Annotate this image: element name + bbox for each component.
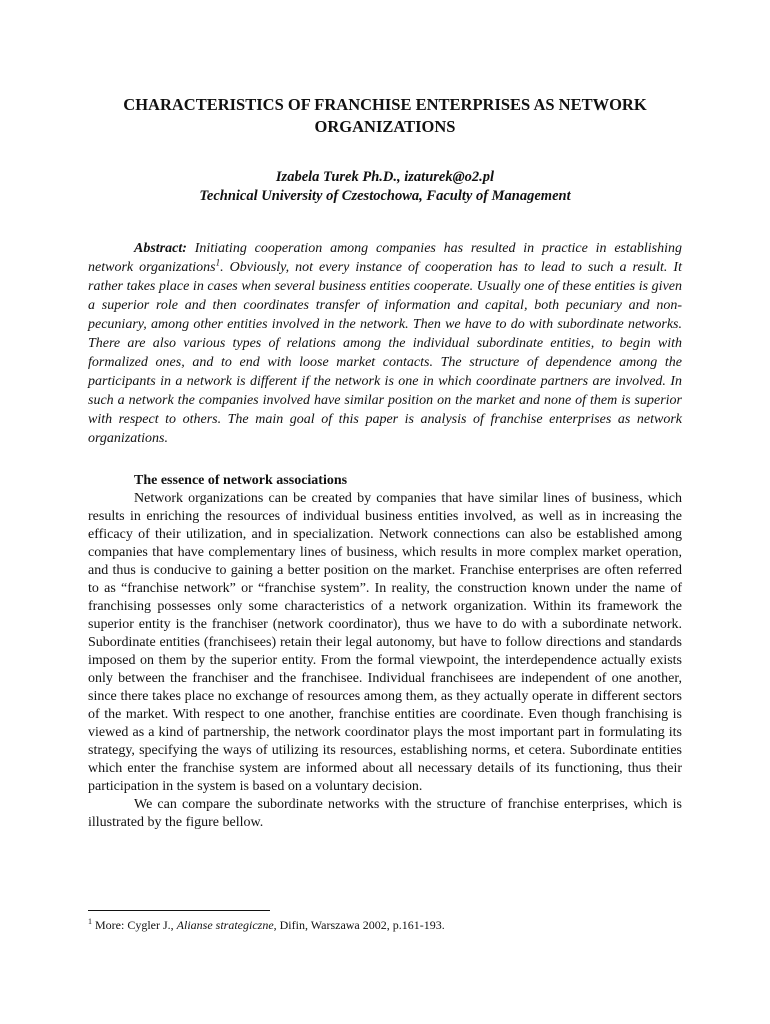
footnote-text-after: , Difin, Warszawa 2002, p.161-193.	[273, 918, 445, 932]
body-paragraph-2: We can compare the subordinate networks with the structure of franchise enterprises, which is illustrated by the figure bellow.	[88, 797, 682, 830]
author-block	[88, 168, 682, 206]
affiliation: Technical University of Czestochowa, Faculty of Management	[199, 188, 571, 204]
body-paragraph-1: Network organizations can be created by companies that have similar lines of business, which results in enriching the resources of individual business entities involved, as well as in increasing the efficacy of their utilization, and in specialization. Network connections can also be established among companies that have complementary lines of business, which results in more complex market operation, and thus is conducive to gaining a better position on the market. Franchise enterprises are often referred to as “franchise network” or “franchise system”. In reality, the construction known under the name of franchising possesses only some characteristics of a network organization. Within its framework the superior entity is the franchiser (network coordinator), thus we have to do with a subordinate network. Subordinate entities (franchisees) retain their legal autonomy, but have to follow directions and standards imposed on them by the superior entity. From the formal viewpoint, the interdependence actually exists only between the franchiser and the franchisee. Individual franchisees are independent of one another, since there takes place no exchange of resources among them, as they actually operate in different sectors of the market. With respect to one another, franchise entities are coordinate. Even though franchising is viewed as a kind of partnership, the network coordinator plays the most important part in formulating its strategy, specifying the ways of utilizing its resources, establishing norms, et cetera. Subordinate entities which enter the franchise system are informed about all necessary details of its functioning, thus their participation in the system is based on a voluntary decision.	[88, 491, 682, 794]
abstract-label: Abstract:	[134, 241, 187, 256]
footnote-text-before: More: Cygler J.,	[95, 918, 177, 932]
footnote-cited-title: Alianse strategiczne	[176, 918, 274, 932]
footnote-divider	[88, 910, 270, 911]
abstract-text-part2: . Obviously, not every instance of cooperation has to lead to such a result. It rather takes place in cases when several business entities cooperate. Usually one of these entities is given a superior role and then coordinates transfer of information and capital, both pecuniary and non-pecuniary, among other entities involved in the network. Then we have to do with subordinate networks. There are also various types of relations among the individual subordinate entities, to begin with formalized ones, and to end with loose market contacts. The structure of dependence among the participants in a network is different if the network is one in which coordinate partners are involved. In such a network the companies involved have similar position on the market and none of them is superior with respect to others. The main goal of this paper is analysis of franchise enterprises as network organizations.	[88, 260, 682, 446]
author-line: Izabela Turek Ph.D., izaturek@o2.pl	[275, 169, 495, 185]
footnote	[88, 918, 682, 933]
abstract-text-part1: Initiating cooperation among companies has resulted in practice in establishing network organizations	[88, 241, 683, 275]
section-heading: The essence of network associations	[134, 473, 348, 488]
footnote-mark: 1	[88, 917, 92, 926]
footnote-reference: 1	[215, 257, 221, 268]
body-text	[88, 490, 682, 832]
abstract	[88, 239, 682, 448]
paper-title: CHARACTERISTICS OF FRANCHISE ENTERPRISES AS NETWORK ORGANIZATIONS	[123, 95, 647, 136]
